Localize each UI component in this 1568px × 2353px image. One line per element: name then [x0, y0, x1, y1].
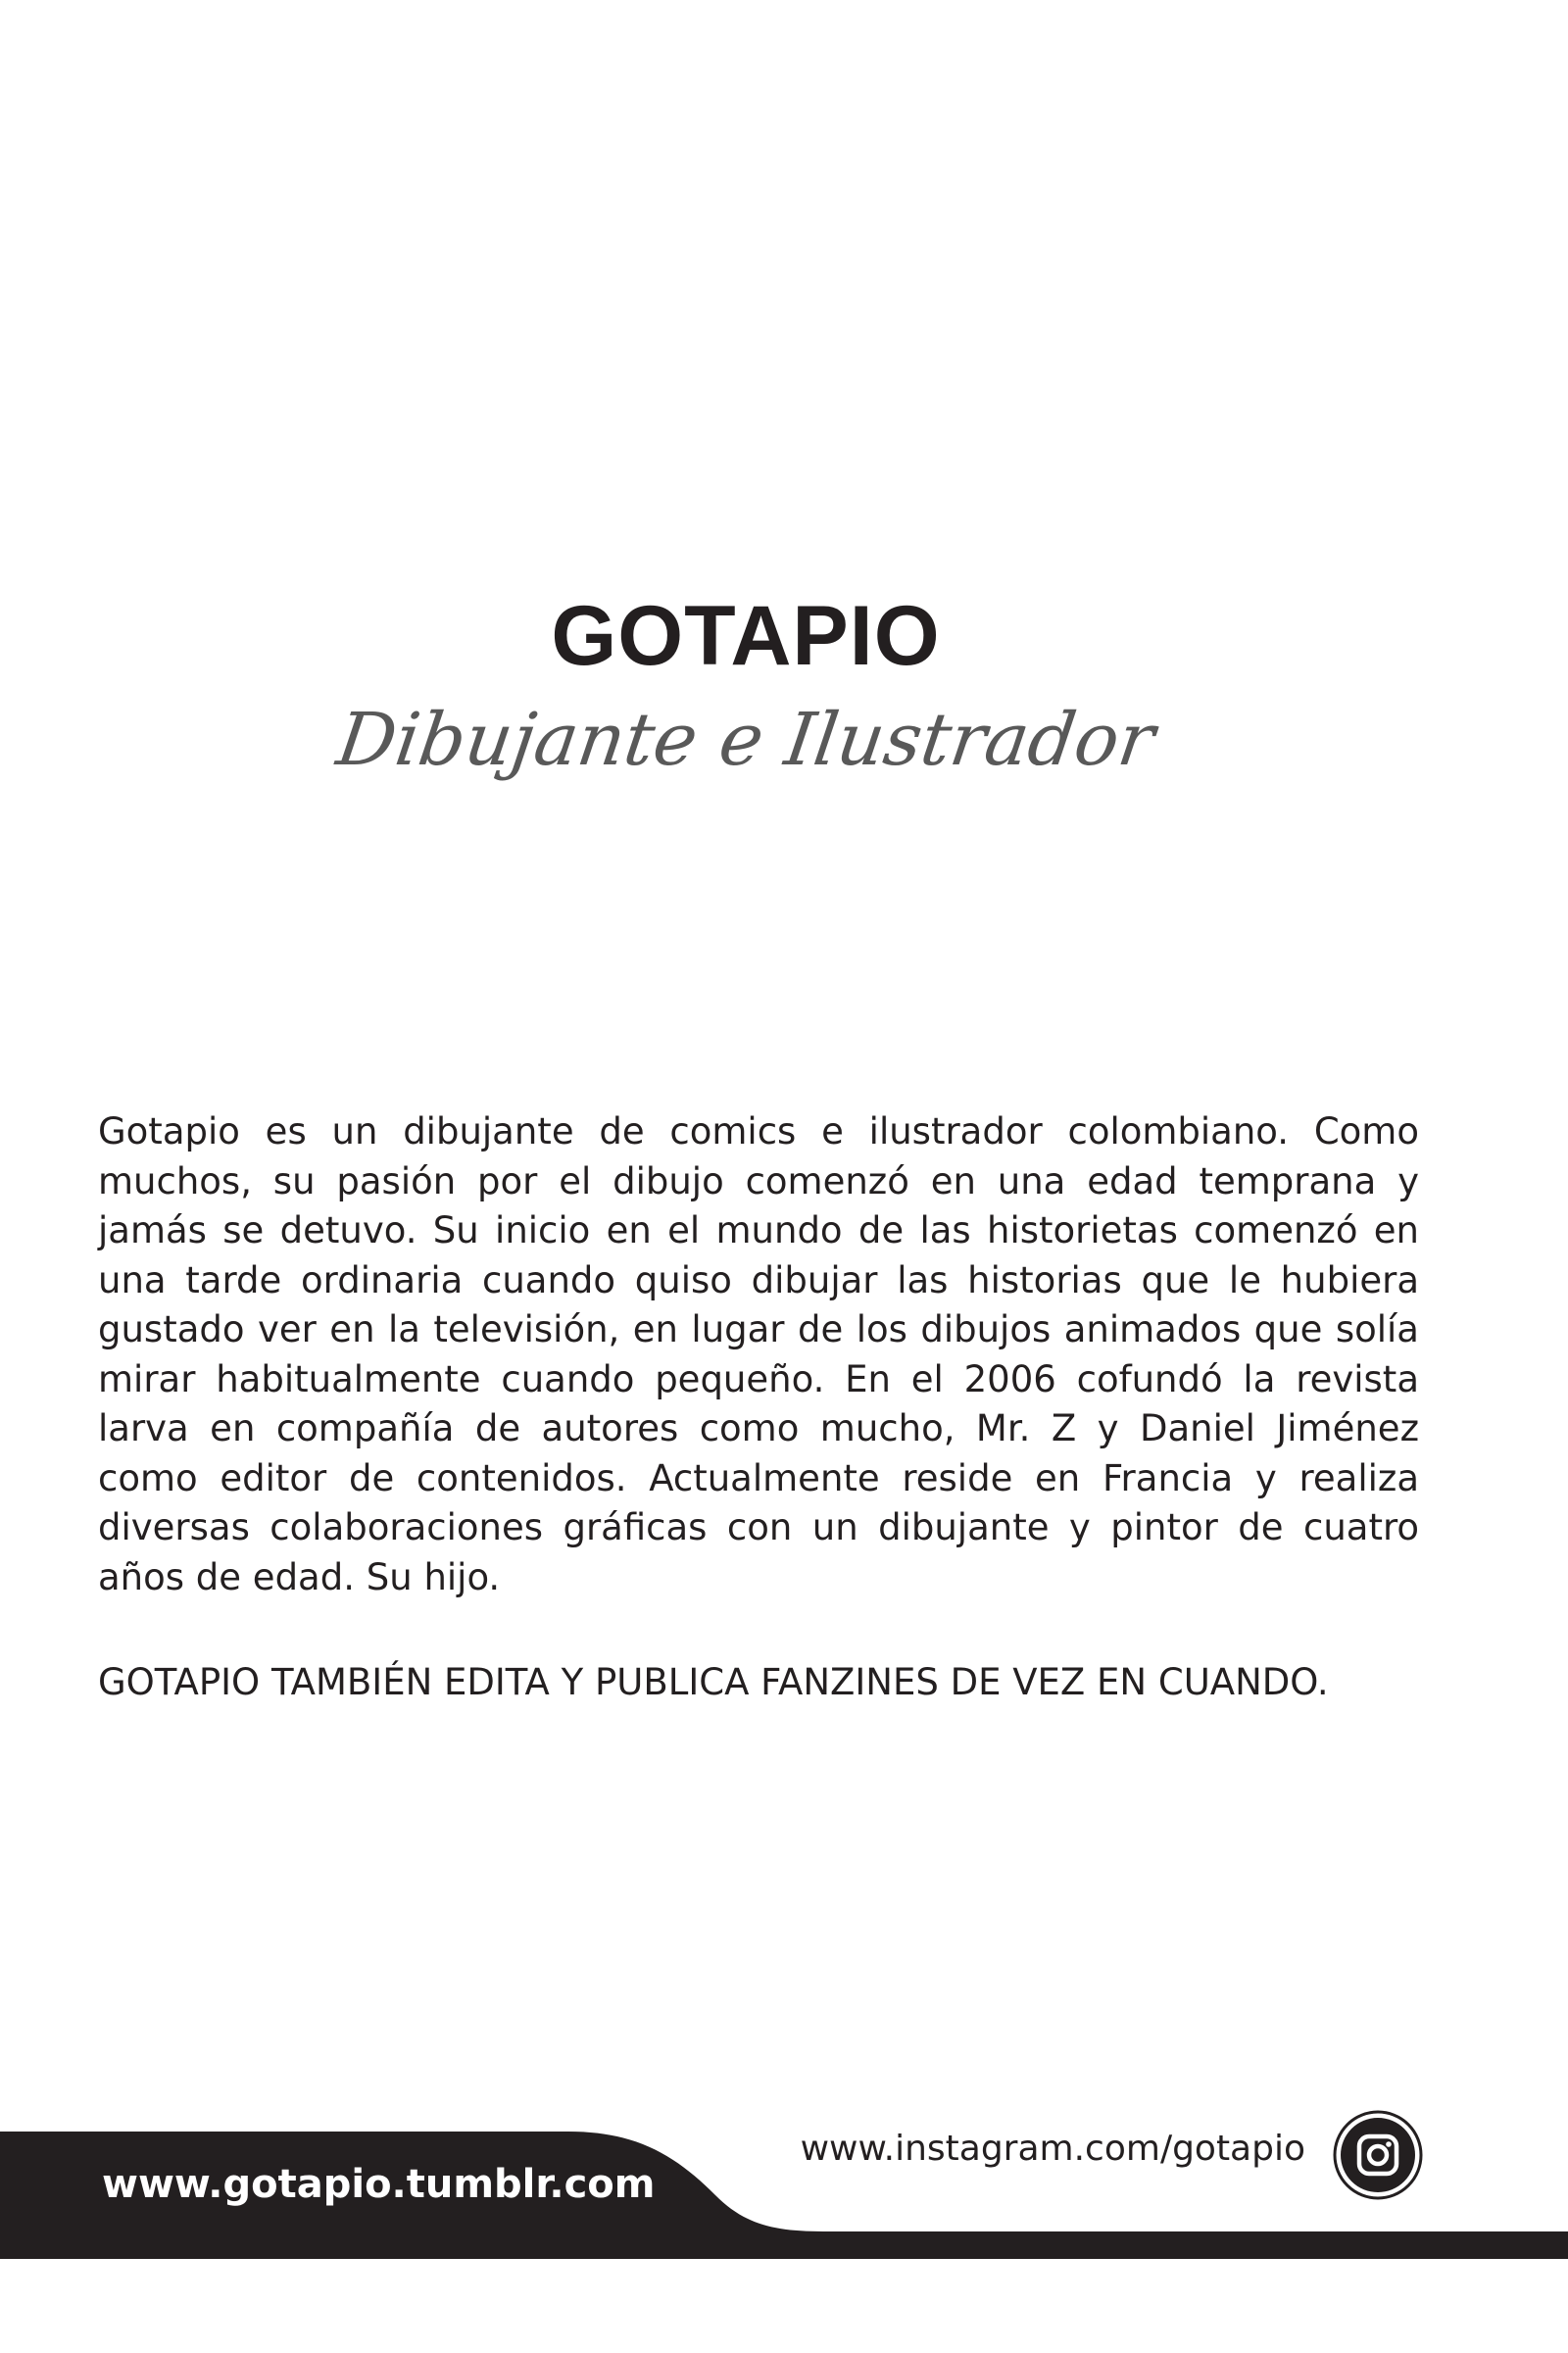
instagram-icon[interactable]	[1333, 2110, 1423, 2200]
tumblr-link[interactable]: www.gotapio.tumblr.com	[102, 2162, 656, 2207]
author-role: Dibujante e Ilustrador	[331, 698, 1160, 782]
fanzine-note: GOTAPIO TAMBIÉN EDITA Y PUBLICA FANZINES DE VEZ EN CUANDO.	[98, 1661, 1329, 1703]
author-name: GOTAPIO	[551, 589, 941, 683]
instagram-link[interactable]: www.instagram.com/gotapio	[800, 2129, 1305, 2169]
bio-paragraph: Gotapio es un dibujante de comics e ilustrador colombiano. Como muchos, su pasión por el dibujo comenzó en una edad temprana y jamás se detuvo. Su inicio en el mundo de las historietas comenzó en una tarde ordinaria cuando quiso dibujar las historias que le hubiera gustado ver en la televisión, en lugar de los dibujos animados que solía mirar habitualmente cuando pequeño. En el 2006 cofundó la revista larva en compañía de autores como mucho, Mr. Z y Daniel Jiménez como editor de contenidos. Actualmente reside en Francia y realiza diversas colaboraciones gráficas con un dibujante y pintor de cuatro años de edad. Su hijo.	[98, 1110, 1419, 1598]
